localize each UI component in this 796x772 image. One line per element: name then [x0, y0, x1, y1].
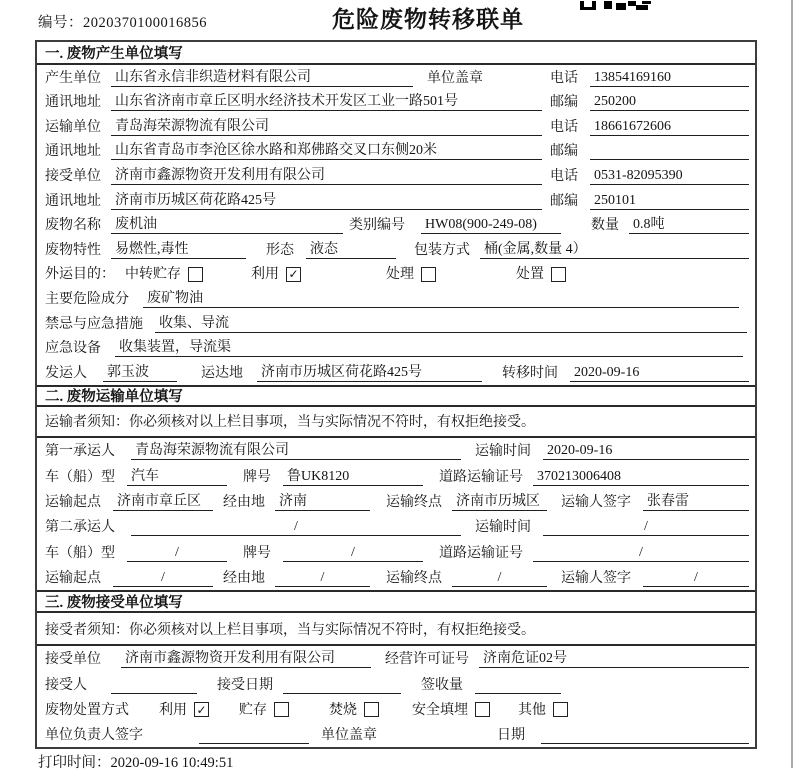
- destination-value: 济南市历城区荷花路425号: [257, 361, 482, 382]
- plate2-label: 牌号: [243, 545, 271, 561]
- waste-qty-value: 0.8吨: [629, 213, 749, 234]
- row-vehicle2: [37, 539, 755, 564]
- section1-title: 一. 废物产生单位填写: [37, 42, 755, 65]
- section-producer: [37, 42, 755, 385]
- hazard-component-value: 废矿物油: [143, 287, 739, 308]
- document-number: [38, 11, 207, 32]
- row-transporter-address-right: [550, 140, 749, 160]
- producer-address-value: 山东省济南市章丘区明水经济技术开发区工业一路501号: [111, 90, 542, 111]
- row-transporter-address-left: [45, 139, 550, 160]
- route2-sign-value: /: [643, 570, 749, 587]
- producer-tel-value: 13854169160: [590, 70, 749, 87]
- accept-date-value: [283, 677, 401, 694]
- transfer-time-value: 2020-09-16: [570, 365, 749, 382]
- waste-character-value: 易燃性,毒性: [111, 238, 246, 259]
- plate1-value: 鲁UK8120: [283, 465, 423, 486]
- receiver-address-label: 通讯地址: [45, 193, 101, 209]
- row-receiver-left: [45, 164, 550, 185]
- route1-via-label: 经由地: [223, 494, 265, 510]
- receiver-notice: 接受者须知：你必须核对以上栏目事项，当与实际情况不符时，有权拒绝接受。: [37, 613, 755, 646]
- row-producer-address-right: [550, 91, 749, 111]
- waste-qty-label: 数量: [591, 218, 619, 234]
- transporter-zip-value: [590, 143, 749, 160]
- vehicle-type1-label: 车（船）型: [45, 469, 115, 485]
- row-receiving-unit: [37, 646, 755, 671]
- route1-start-label: 运输起点: [45, 494, 101, 510]
- disposal-other-label: 其他: [518, 702, 546, 718]
- sign-date-label: 日期: [497, 728, 525, 744]
- row-emergency-equipment: [37, 336, 755, 361]
- row-transporter: [37, 114, 755, 139]
- purpose-storage-checkbox: [188, 267, 203, 282]
- purpose-option-treat: [386, 263, 436, 283]
- purpose-treat-checkbox: [421, 267, 436, 282]
- purpose-option-dispose: [516, 263, 566, 283]
- section2-title: 二. 废物运输单位填写: [37, 385, 755, 407]
- route2-end-label: 运输终点: [386, 571, 442, 587]
- row-transporter-right: [550, 116, 749, 136]
- responsible-sign-label: 单位负责人签字: [45, 728, 143, 744]
- waste-name-value: 废机油: [111, 213, 343, 234]
- row-receiver-address: [37, 188, 755, 213]
- row-receiver: [37, 163, 755, 188]
- first-carrier-label: 第一承运人: [45, 444, 115, 460]
- received-qty-label: 签收量: [421, 677, 463, 693]
- row-route2: [37, 565, 755, 590]
- row-producer-address: [37, 90, 755, 115]
- waste-form-label: 形态: [266, 242, 294, 258]
- transport-time2-value: /: [543, 519, 749, 536]
- disposal-other-checkbox: [553, 702, 568, 717]
- disposal-option-store: [239, 699, 289, 719]
- print-time-value: 2020-09-16 10:49:51: [110, 755, 234, 771]
- route1-sign-value: 张春雷: [643, 490, 749, 511]
- route2-sign-label: 运输人签字: [561, 571, 631, 587]
- row-acceptor: [37, 671, 755, 696]
- producer-seal-label: 单位盖章: [427, 70, 483, 86]
- disposal-option-landfill: [412, 699, 490, 719]
- transporter-tel-label: 电话: [550, 119, 578, 135]
- page-title: 危险废物转移联单: [332, 7, 524, 32]
- road-permit2-value: /: [533, 545, 749, 562]
- transfer-purpose-label: 外运目的：: [45, 267, 115, 283]
- producer-address-label: 通讯地址: [45, 95, 101, 111]
- row-dispatch: [37, 360, 755, 385]
- disposal-option-other: [518, 699, 568, 719]
- document-number-value: 2020370100016856: [83, 15, 207, 31]
- received-qty-value: [475, 677, 561, 694]
- transport-time2-label: 运输时间: [475, 520, 531, 536]
- producer-value: 山东省永信非织造材料有限公司: [111, 66, 413, 87]
- qr-code-svg: [578, 1, 654, 11]
- receiving-unit-value: 济南市鑫源物资开发利用有限公司: [121, 647, 371, 668]
- document-number-label: 编号：: [38, 15, 83, 31]
- disposal-option-incinerate: [329, 699, 379, 719]
- section3-title: 三. 废物接受单位填写: [37, 590, 755, 613]
- purpose-utilize-checkbox: ✓: [286, 267, 301, 282]
- acceptor-label: 接受人: [45, 677, 87, 693]
- plate1-label: 牌号: [243, 469, 271, 485]
- second-carrier-label: 第二承运人: [45, 520, 115, 536]
- taboo-measures-value: 收集、导流: [155, 312, 747, 333]
- receiver-zip-value: 250101: [590, 193, 749, 210]
- print-time-label: 打印时间：: [38, 755, 111, 771]
- transporter-zip-label: 邮编: [550, 144, 578, 160]
- section-receive: [37, 590, 755, 747]
- route1-end-label: 运输终点: [386, 494, 442, 510]
- receiver-tel-value: 0531-82095390: [590, 168, 749, 185]
- row-transfer-purpose: [37, 262, 755, 287]
- purpose-dispose-label: 处置: [516, 267, 544, 283]
- route2-start-label: 运输起点: [45, 571, 101, 587]
- disposal-utilize-label: 利用: [159, 702, 187, 718]
- receiver-tel-label: 电话: [550, 168, 578, 184]
- transport-time1-label: 运输时间: [475, 444, 531, 460]
- waste-form-value: 液态: [306, 238, 396, 259]
- transporter-tel-value: 18661672606: [590, 119, 749, 136]
- disposal-landfill-label: 安全填埋: [412, 702, 468, 718]
- emergency-equipment-label: 应急设备: [45, 341, 101, 357]
- transporter-value: 青岛海荣源物流有限公司: [111, 115, 542, 136]
- vehicle-type2-value: /: [127, 545, 227, 562]
- row-producer-left: [45, 66, 550, 87]
- waste-code-label: 类别编号: [349, 218, 405, 234]
- row-first-carrier: [37, 438, 755, 463]
- plate2-value: /: [283, 545, 423, 562]
- taboo-measures-label: 禁忌与应急措施: [45, 316, 143, 332]
- packing-label: 包装方式: [414, 242, 470, 258]
- route1-sign-label: 运输人签字: [561, 494, 631, 510]
- receiving-unit-label: 接受单位: [45, 652, 101, 668]
- transporter-address-label: 通讯地址: [45, 144, 101, 160]
- dispatcher-label: 发运人: [45, 365, 87, 381]
- disposal-store-label: 贮存: [239, 702, 267, 718]
- producer-tel-label: 电话: [550, 70, 578, 86]
- row-disposal-method: [37, 697, 755, 722]
- producer-zip-label: 邮编: [550, 95, 578, 111]
- sign-date-value: [541, 727, 749, 744]
- responsible-sign-value: [199, 727, 309, 744]
- route1-via-value: 济南: [275, 490, 370, 511]
- disposal-landfill-checkbox: [475, 702, 490, 717]
- road-permit2-label: 道路运输证号: [439, 545, 523, 561]
- transporter-label: 运输单位: [45, 119, 101, 135]
- route2-via-value: /: [275, 570, 370, 587]
- disposal-incinerate-label: 焚烧: [329, 702, 357, 718]
- first-carrier-value: 青岛海荣源物流有限公司: [131, 439, 461, 460]
- row-receiver-right: [550, 165, 749, 185]
- receiver-label: 接受单位: [45, 168, 101, 184]
- print-time: [38, 751, 233, 772]
- qr-code-fragment: [578, 0, 654, 16]
- waste-character-label: 废物特性: [45, 242, 101, 258]
- section-transport: [37, 385, 755, 590]
- transport-time1-value: 2020-09-16: [543, 443, 749, 460]
- producer-zip-value: 250200: [590, 94, 749, 111]
- road-permit1-value: 370213006408: [533, 469, 749, 486]
- vehicle-type2-label: 车（船）型: [45, 545, 115, 561]
- row-producer: [37, 65, 755, 90]
- disposal-method-label: 废物处置方式: [45, 702, 129, 718]
- second-carrier-value: /: [131, 519, 461, 536]
- transporter-notice: 运输者须知：你必须核对以上栏目事项，当与实际情况不符时，有权拒绝接受。: [37, 407, 755, 438]
- vehicle-type1-value: 汽车: [127, 465, 227, 486]
- row-taboo-measures: [37, 311, 755, 336]
- row-waste-character: [37, 237, 755, 262]
- disposal-incinerate-checkbox: [364, 702, 379, 717]
- purpose-option-storage: [125, 263, 203, 283]
- accept-date-label: 接受日期: [217, 677, 273, 693]
- purpose-option-utilize: [251, 263, 301, 283]
- row-hazard-component: [37, 286, 755, 311]
- acceptor-value: [111, 677, 197, 694]
- waste-name-label: 废物名称: [45, 218, 101, 234]
- waste-transfer-form: [35, 40, 757, 749]
- waste-code-value: HW08(900-249-08): [421, 217, 561, 234]
- row-signoff: [37, 722, 755, 747]
- road-permit1-label: 道路运输证号: [439, 469, 523, 485]
- purpose-storage-label: 中转贮存: [125, 267, 181, 283]
- hazard-component-label: 主要危险成分: [45, 291, 129, 307]
- disposal-option-utilize: [159, 699, 209, 719]
- row-producer-address-left: [45, 90, 550, 111]
- route2-via-label: 经由地: [223, 571, 265, 587]
- transfer-time-label: 转移时间: [502, 365, 558, 381]
- row-transporter-left: [45, 115, 550, 136]
- receiver-address-value: 济南市历城区荷花路425号: [111, 189, 542, 210]
- transporter-address-value: 山东省青岛市李沧区徐水路和郑佛路交叉口东侧20米: [111, 139, 542, 160]
- row-second-carrier: [37, 514, 755, 539]
- receiver-zip-label: 邮编: [550, 193, 578, 209]
- route1-end-value: 济南市历城区: [452, 490, 547, 511]
- purpose-dispose-checkbox: [551, 267, 566, 282]
- unit-seal-label: 单位盖章: [321, 728, 377, 744]
- purpose-treat-label: 处理: [386, 267, 414, 283]
- row-route1: [37, 489, 755, 514]
- route1-start-value: 济南市章丘区: [113, 490, 213, 511]
- route2-end-value: /: [452, 570, 547, 587]
- destination-label: 运达地: [201, 365, 243, 381]
- row-vehicle1: [37, 463, 755, 488]
- license-label: 经营许可证号: [385, 652, 469, 668]
- purpose-utilize-label: 利用: [251, 267, 279, 283]
- row-producer-right: [550, 67, 749, 87]
- row-receiver-address-right: [550, 190, 749, 210]
- row-receiver-address-left: [45, 189, 550, 210]
- dispatcher-value: 郭玉波: [103, 361, 177, 382]
- disposal-store-checkbox: [274, 702, 289, 717]
- row-transporter-address: [37, 139, 755, 164]
- row-waste-name: [37, 213, 755, 238]
- disposal-utilize-checkbox: ✓: [194, 702, 209, 717]
- receiver-value: 济南市鑫源物资开发利用有限公司: [111, 164, 542, 185]
- emergency-equipment-value: 收集装置，导流渠: [115, 336, 743, 357]
- producer-label: 产生单位: [45, 70, 101, 86]
- license-value: 济南危证02号: [479, 647, 749, 668]
- page-edge-line: [791, 0, 793, 768]
- packing-value: 桶(金属,数量 4）: [480, 238, 749, 259]
- route2-start-value: /: [113, 570, 213, 587]
